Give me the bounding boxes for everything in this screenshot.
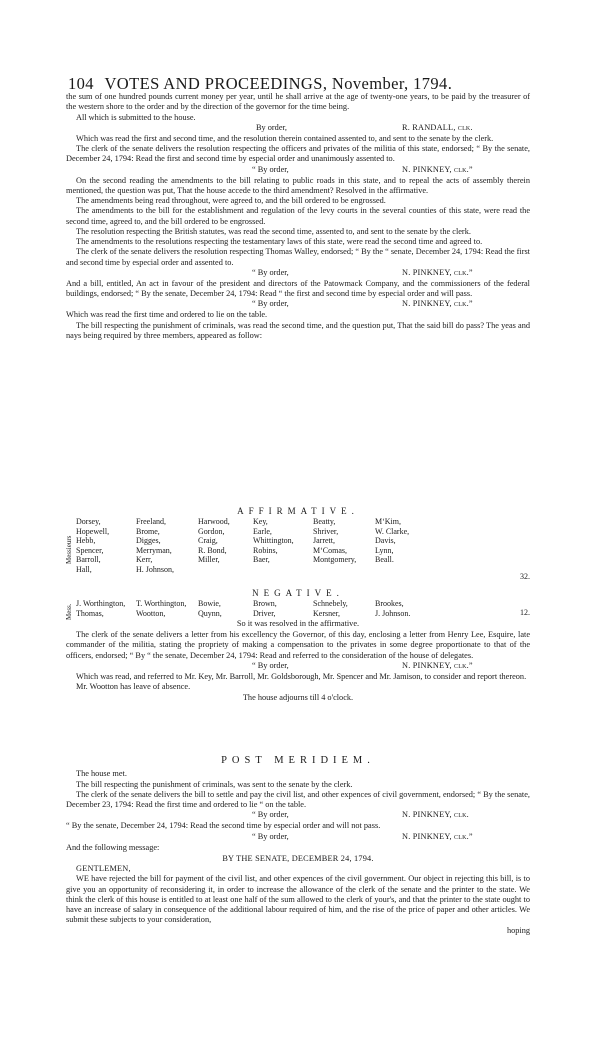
- member-name: Hebb,: [76, 536, 96, 546]
- paragraph: The clerk of the senate delivers the resolution respecting Thomas Walley, endorsed; “ By the “ senate, December 24, 1794: Read the first and second time by especial order and assented to.: [66, 247, 530, 267]
- section-afternoon: [66, 756, 530, 937]
- negative-names-table: [76, 599, 425, 618]
- paragraph: And a bill, entitled, An act in favour of the president and directors of the Patowmack Company, and the commissioners of the federal buildings, endorsed; “ By the senate, December 24, 1794: Read “ the first and second time by especial order and will pass.: [66, 278, 530, 298]
- running-title: VOTES AND PROCEEDINGS,: [104, 74, 328, 93]
- affirmative-vote-block: [65, 506, 530, 581]
- signature-line: [66, 123, 530, 134]
- member-name: Barroll,: [76, 555, 101, 565]
- clerk-name: N. PINKNEY, clk.”: [402, 299, 473, 309]
- clerk-name: N. PINKNEY, clk.: [402, 810, 469, 820]
- vote-row: [76, 599, 425, 609]
- negative-count: 12.: [520, 608, 530, 617]
- signature-line: [66, 661, 530, 672]
- post-meridiem-heading: POST MERIDIEM.: [221, 755, 375, 766]
- affirmative-count: 32.: [520, 572, 530, 581]
- affirmative-heading: AFFIRMATIVE.: [237, 506, 359, 516]
- member-name: [253, 565, 313, 575]
- member-name: Merryman,: [136, 545, 172, 555]
- member-name: Beall.: [375, 555, 394, 565]
- paragraph: The house met.: [76, 769, 127, 779]
- member-name: Earle,: [253, 526, 272, 536]
- signature-line: [66, 299, 530, 310]
- negative-vote-block: [66, 588, 530, 630]
- catchword-line: [66, 926, 530, 937]
- member-name: J. Worthington,: [76, 599, 126, 609]
- member-name: Schnebely,: [313, 599, 348, 609]
- member-name: Freeland,: [136, 517, 166, 527]
- paragraph: The clerk of the senate delivers a letter from his excellency the Governor, of this day, enclosing a letter from Henry Lee, Esquire, late commander of the militia, stating the propriety of making a compensation to the privates in some degree proportionate to that of the officers, endorsed; “ By “ the senate, December 24, 1794: Read and referred to the consideration of the house of delegates.: [66, 630, 530, 660]
- clerk-name: N. PINKNEY, clk.”: [402, 660, 473, 670]
- by-order: “ By order,: [252, 299, 289, 309]
- clerk-name: N. PINKNEY, clk.”: [402, 164, 473, 174]
- member-name: Brome,: [136, 526, 160, 536]
- signature-line: [66, 810, 530, 821]
- member-name: W. Clarke,: [375, 526, 410, 536]
- member-name: Dorsey,: [76, 517, 101, 527]
- paragraph: The amendments being read throughout, were agreed to, and the bill ordered to be engrossed.: [76, 196, 386, 205]
- paragraph: “ By the senate, December 24, 1794: Read the second time by especial order and will not pass.: [66, 821, 381, 831]
- affirmative-names-table: [76, 517, 425, 574]
- member-name: Gordon,: [198, 526, 225, 536]
- member-name: Bowie,: [198, 599, 221, 609]
- vote-row: [76, 555, 425, 565]
- by-order: “ By order,: [252, 164, 289, 174]
- senate-message-heading: BY THE SENATE, DECEMBER 24, 1794.: [222, 853, 374, 863]
- member-name: Driver,: [253, 608, 276, 618]
- paragraph: The amendments to the resolutions respecting the testamentary laws of this state, were read the second time and agreed to.: [76, 237, 483, 246]
- member-name: [313, 565, 375, 575]
- clerk-name: R. RANDALL, clk.: [402, 122, 473, 132]
- clerk-name: N. PINKNEY, clk.”: [402, 831, 473, 841]
- member-name: Kerr,: [136, 555, 153, 565]
- by-order: By order,: [256, 122, 288, 132]
- vote-row: [76, 527, 425, 537]
- paragraph: The resolution respecting the British statutes, was read the second time, assented to, and sent to the senate by the clerk.: [76, 226, 471, 236]
- member-name: Quynn,: [198, 608, 222, 618]
- paragraph: All which is submitted to the house.: [76, 112, 196, 122]
- member-name: Robins,: [253, 545, 278, 555]
- paragraph: WE have rejected the bill for payment of the civil list, and other expences of the civil government. Our object in rejecting this bill, is to give you an opportunity of reconsidering it, in order to increase the allowance of the clerk of the senate and the printer to the state. We think the clerk of this house is entitled to at least one half of the sum allowed to the clerk of your's, and that the printer to the state ought to have an increase of salary in consequence of the additional labour required of him, and the rise of the price of paper and other articles. We submit these subjects to your consideration,: [66, 874, 530, 925]
- paragraph: The amendments to the bill for the establishment and regulation of the levy courts in the several counties of this state, were read the second time, agreed to, and the bill ordered to be engrossed.: [66, 206, 530, 226]
- signature-line: [66, 268, 530, 279]
- member-name: Lynn,: [375, 545, 394, 555]
- vote-row: [76, 609, 425, 619]
- paragraph: the sum of one hundred pounds current money per year, until he shall arrive at the age of twenty-one years, to be paid by the treasurer of the western shore to the order and by the direction of the governor for the time being.: [66, 92, 530, 112]
- header-date: November, 1794.: [331, 74, 453, 93]
- signature-line: [66, 832, 530, 843]
- paragraph: Which was read, and referred to Mr. Key, Mr. Barroll, Mr. Goldsborough, Mr. Spencer and Mr. Jamison, to consider and report thereon.: [76, 671, 527, 681]
- paragraph: Which was read the first time and ordered to lie on the table.: [66, 310, 268, 320]
- paragraph: Which was read the first and second time, and the resolution therein contained assented to, and sent to the senate by the clerk.: [76, 133, 494, 143]
- member-name: Craig,: [198, 536, 218, 546]
- paragraph: The bill respecting the punishment of criminals, was sent to the senate by the clerk.: [76, 779, 353, 789]
- member-name: Whittington,: [253, 536, 294, 546]
- vote-row: [76, 536, 425, 546]
- member-name: T. Worthington,: [136, 599, 187, 609]
- salutation: GENTLEMEN,: [76, 864, 131, 873]
- messieurs-side-label: Messieurs: [65, 535, 73, 564]
- member-name: Brown,: [253, 599, 277, 609]
- member-name: Brookes,: [375, 599, 404, 609]
- member-name: J. Johnson.: [375, 608, 411, 618]
- member-name: Spencer,: [76, 545, 104, 555]
- paragraph: Mr. Wootton has leave of absence.: [76, 682, 191, 691]
- paragraph: The bill respecting the punishment of criminals, was read the second time, and the question put, That the said bill do pass? The yeas and nays being required by three members, appeared as follow:: [66, 320, 530, 340]
- member-name: R. Bond,: [198, 545, 227, 555]
- mess-side-label: Mess.: [65, 603, 73, 620]
- vote-row: [76, 546, 425, 556]
- member-name: Kersner,: [313, 608, 340, 618]
- vote-row: [76, 517, 425, 527]
- member-name: M‘Comas,: [313, 545, 347, 555]
- member-name: Harwood,: [198, 517, 230, 527]
- section-governor-letter: [66, 630, 530, 704]
- adjournment: The house adjourns till 4 o'clock.: [242, 693, 354, 703]
- by-order: “ By order,: [252, 831, 289, 841]
- vote-row: [76, 565, 425, 575]
- member-name: Jarrett,: [313, 536, 335, 546]
- member-name: Montgomery,: [313, 555, 357, 565]
- member-name: Hall,: [76, 564, 92, 574]
- by-order: “ By order,: [252, 810, 289, 820]
- section-randall: [66, 92, 530, 341]
- negative-heading: NEGATIVE.: [252, 588, 344, 598]
- member-name: Davis,: [375, 536, 396, 546]
- member-name: M‘Kim,: [375, 517, 401, 527]
- signature-line: [66, 165, 530, 176]
- clerk-name: N. PINKNEY, clk.”: [402, 267, 473, 277]
- page-header: [68, 74, 530, 94]
- page-number: 104: [68, 74, 94, 93]
- by-order: “ By order,: [252, 660, 289, 670]
- member-name: Thomas,: [76, 608, 104, 618]
- resolution-result: So it was resolved in the affirmative.: [236, 619, 360, 629]
- by-order: “ By order,: [252, 267, 289, 277]
- member-name: [198, 565, 253, 575]
- member-name: Shriver,: [313, 526, 339, 536]
- member-name: Digges,: [136, 536, 161, 546]
- member-name: H. Johnson,: [136, 564, 175, 574]
- member-name: Key,: [253, 517, 268, 527]
- catchword: hoping: [506, 925, 530, 935]
- paragraph: On the second reading the amendments to the bill relating to public roads in this state, and to repeal the acts of assembly therein mentioned, the question was put, That the house accede to the third amendment? Resolved in the affirmative.: [66, 175, 530, 195]
- member-name: [375, 565, 425, 575]
- member-name: Miller,: [198, 555, 220, 565]
- paragraph: The clerk of the senate delivers the resolution respecting the officers and privates of the militia of this state, endorsed; “ By the senate, December 24, 1794: Read the first and second time by especial order and unanimously assented to.: [66, 144, 530, 164]
- member-name: Baer,: [253, 555, 270, 565]
- member-name: Beatty,: [313, 517, 336, 527]
- member-name: Hopewell,: [76, 526, 110, 536]
- paragraph: And the following message:: [66, 842, 160, 852]
- paragraph: The clerk of the senate delivers the bill to settle and pay the civil list, and other expences of civil government, endorsed; “ By the senate, December 23, 1794: Read the first time and ordered to lie “ on the table.: [66, 789, 530, 809]
- member-name: Wootton,: [136, 608, 166, 618]
